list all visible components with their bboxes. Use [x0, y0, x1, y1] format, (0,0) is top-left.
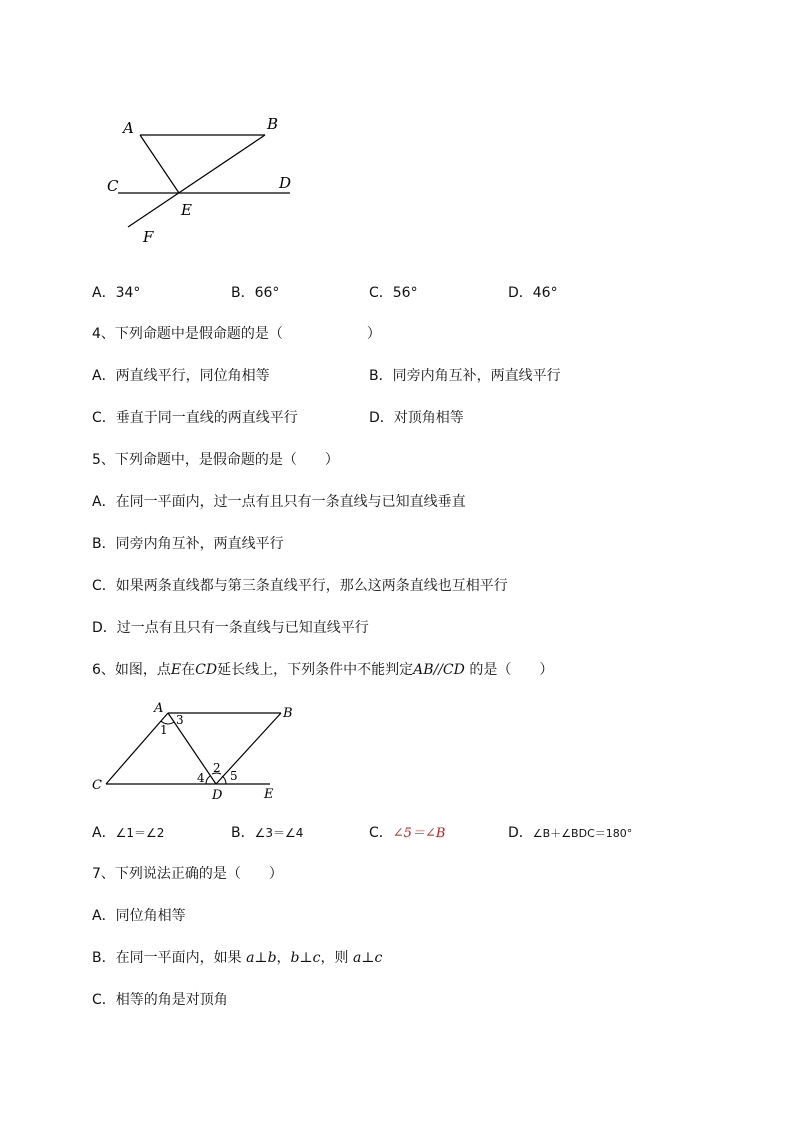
- q7-stem: 7、下列说法正确的是（ ）: [92, 866, 283, 882]
- q6-parallel-expr: AB//CD: [413, 662, 465, 678]
- fig2-label-a: A: [154, 701, 164, 716]
- fig2-angle-3: 3: [176, 713, 184, 727]
- fig1-label-c: C: [107, 177, 119, 195]
- q6-option-b: [231, 824, 303, 842]
- q7-option-b-text: B．在同一平面内，如果: [92, 950, 247, 966]
- q6-option-a-expr: ∠1＝∠2: [115, 826, 165, 840]
- q7-option-c: C．相等的角是对顶角: [92, 992, 228, 1008]
- q6-point-e: E: [170, 662, 182, 678]
- q5-option-a: A．在同一平面内，过一点有且只有一条直线与已知直线垂直: [92, 494, 466, 510]
- q4-option-b: B．同旁内角互补，两直线平行: [369, 368, 561, 384]
- q7-option-b-math-2: b⊥c: [290, 950, 321, 966]
- q6-option-c: [369, 824, 445, 843]
- q6-option-b-label: B．: [231, 825, 255, 841]
- q5-option-b: B．同旁内角互补，两直线平行: [92, 536, 284, 552]
- q3-option-c: C．56°: [369, 285, 418, 301]
- q5-stem: 5、下列命题中，是假命题的是（ ）: [92, 452, 339, 468]
- q4-option-d: D．对顶角相等: [369, 410, 464, 426]
- q6-stem-part1: 6、如图，点: [92, 662, 171, 678]
- q6-option-d: [508, 824, 632, 843]
- q7-option-b-text-2: ，则: [320, 950, 353, 966]
- fig2-angle-4: 4: [197, 771, 205, 785]
- q6-option-b-expr: ∠3＝∠4: [254, 826, 304, 840]
- q6-option-a: [92, 824, 164, 842]
- fig2-label-e: E: [264, 787, 274, 802]
- fig2-angle-1: 1: [160, 723, 168, 737]
- fig2-label-d: D: [212, 788, 223, 803]
- q6-stem-part3: 延长线上，下列条件中不能判定: [217, 662, 414, 678]
- figure-parallelogram: [88, 698, 298, 804]
- q6-option-c-expr: ∠5＝∠B: [392, 826, 446, 841]
- q7-option-a: A．同位角相等: [92, 908, 186, 924]
- q6-line-cd: CD: [195, 662, 218, 678]
- q6-stem: [92, 661, 553, 679]
- q6-option-d-expr: ∠B＋∠BDC＝180°: [532, 827, 633, 840]
- fig2-angle-5: 5: [230, 769, 238, 783]
- q3-option-d: D．46°: [508, 285, 558, 301]
- fig2-label-c: C: [92, 778, 102, 793]
- q7-option-b-sep: ，: [276, 950, 291, 966]
- q4-stem: 4、下列命题中是假命题的是（ ）: [92, 326, 381, 342]
- q4-option-c: C．垂直于同一直线的两直线平行: [92, 410, 298, 426]
- q3-option-a: A．34°: [92, 285, 141, 301]
- q6-option-c-label: C．: [369, 825, 393, 841]
- fig2-label-b: B: [283, 706, 293, 721]
- q3-option-b: B．66°: [231, 285, 280, 301]
- figure-parallel-lines-transversal: [100, 110, 310, 250]
- fig1-label-d: D: [279, 174, 292, 192]
- fig2-angle-2: 2: [213, 761, 221, 775]
- q5-option-d: D．过一点有且只有一条直线与已知直线平行: [92, 620, 369, 636]
- q6-option-a-label: A．: [92, 825, 116, 841]
- q7-option-b-math-3: a⊥c: [352, 950, 383, 966]
- q4-option-a: A．两直线平行，同位角相等: [92, 368, 270, 384]
- q6-option-d-label: D．: [508, 825, 533, 841]
- fig1-label-e: E: [181, 201, 192, 219]
- fig1-label-b: B: [267, 115, 279, 133]
- q7-option-b: [92, 949, 382, 967]
- q6-stem-part2: 在: [181, 662, 196, 678]
- q6-stem-part4: 的是（ ）: [464, 662, 554, 678]
- q5-option-c: C．如果两条直线都与第三条直线平行，那么这两条直线也互相平行: [92, 578, 508, 594]
- q7-option-b-math-1: a⊥b: [246, 950, 277, 966]
- fig1-label-f: F: [143, 228, 154, 246]
- fig1-label-a: A: [123, 119, 134, 137]
